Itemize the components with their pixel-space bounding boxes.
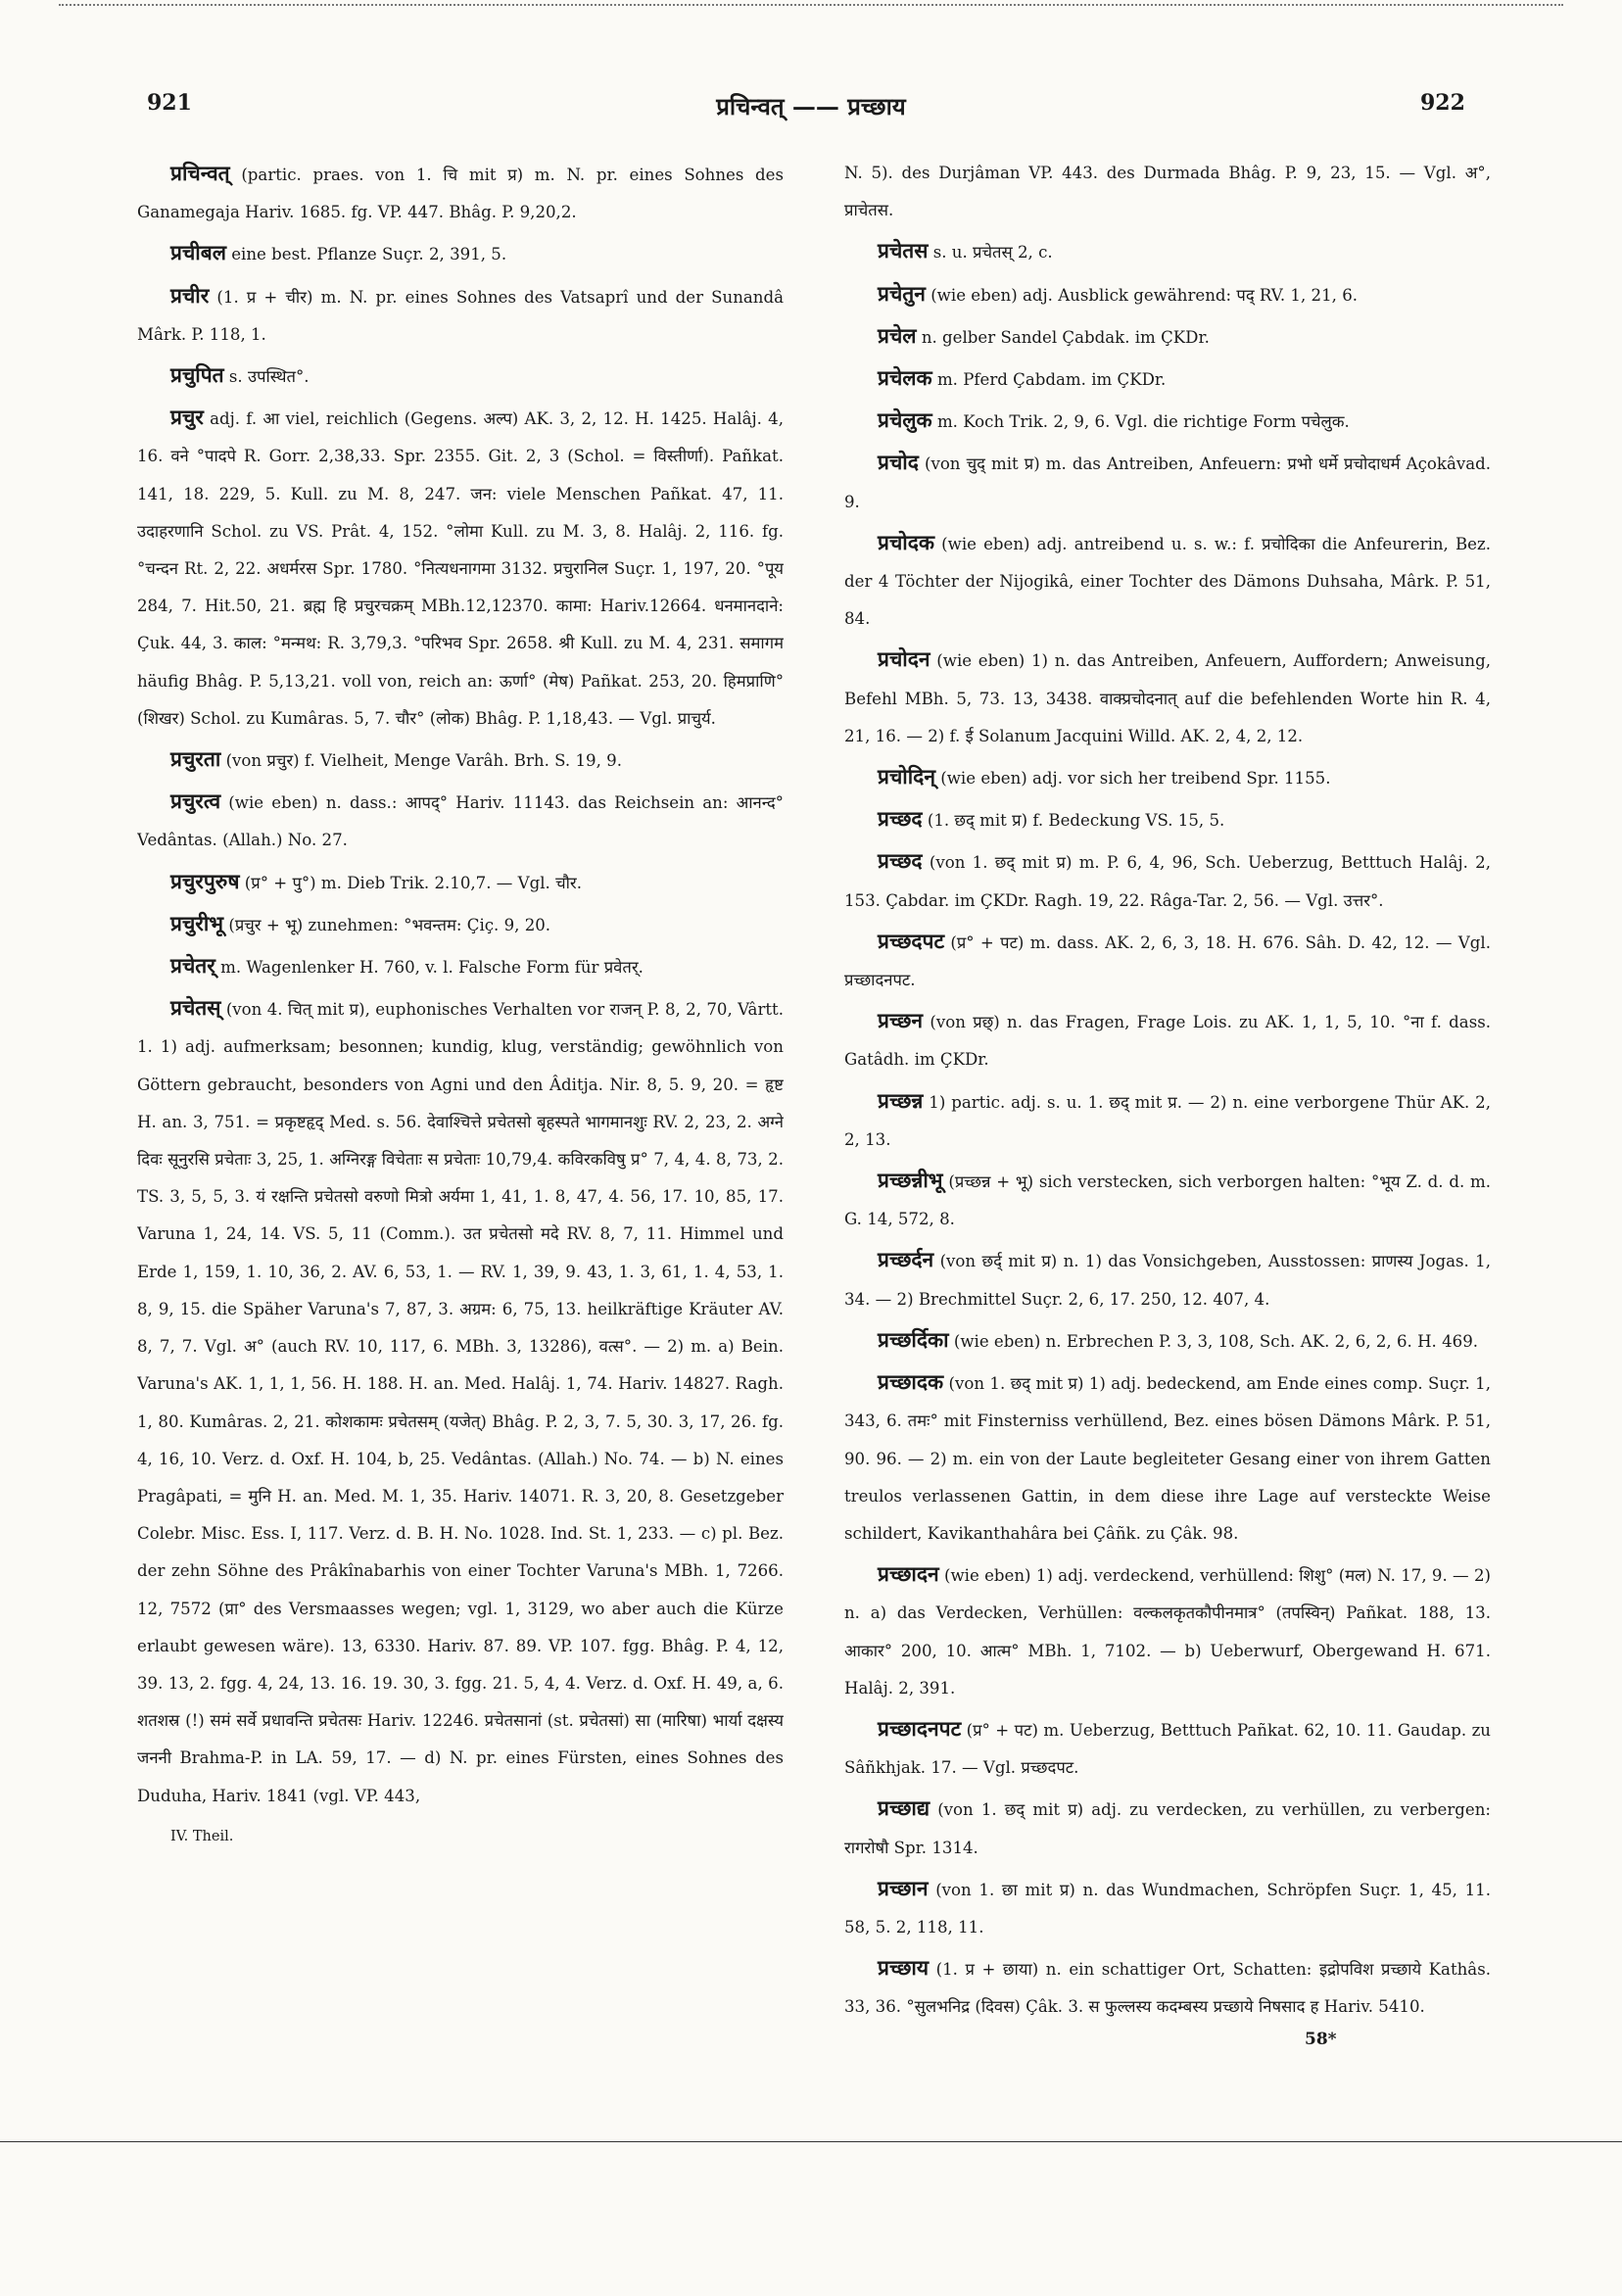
entry-headword: प्रचुरता <box>170 746 221 772</box>
page-number-left: 921 <box>147 90 192 116</box>
entry-headword: प्रच्छद <box>878 848 923 874</box>
entry-body: (प्र° + पट) m. Ueberzug, Betttuch Pañkat. 62, 10. 11. Gaudap. zu Sâñkhjak. 17. — Vgl. प्रच्छदपट. <box>844 1720 1491 1778</box>
entry-body: m. Pferd Çabdam. im ÇKDr. <box>936 370 1167 390</box>
entry-headword: प्रच्छादनपट <box>878 1715 962 1741</box>
dictionary-entry <box>844 359 1491 399</box>
dictionary-entry <box>137 357 784 396</box>
entry-headword: प्रचेतुन <box>878 280 926 306</box>
entry-body: s. u. प्रचेतस् 2, c. <box>932 243 1053 263</box>
entry-headword: प्रचेतर् <box>170 953 215 979</box>
dictionary-entry <box>844 524 1491 639</box>
entry-headword: प्रचोदिन् <box>878 764 935 789</box>
entry-body: adj. f. आ viel, reichlich (Gegens. अल्प) AK. 3, 2, 12. H. 1425. Halâj. 4, 16. वने °पादपे R. Gorr. 2,38,33. Spr. 2355. Git. 2, 3 (Schol. = विस्तीर्णा). Pañkat. 141, 18. 229, 5. Kull. zu M. 8, 247. जन: viele Menschen Pañkat. 47, 11. उदाहरणानि Schol. zu VS. Prât. 4, 152. °लोमा Kull. zu M. 3, 8. Halâj. 2, 116. fg. °चन्दन Rt. 2, 22. अधर्मरस Spr. 1780. °नित्यधनागमा 3132. प्रचुरानिल Suçr. 1, 197, 20. °पूय 284, 7. Hit.50, 21. ब्रह्म हि प्रचुरचक्रम् MBh.12,12370. कामा: Hariv.12664. धनमानदाने: Çuk. 44, 3. काल: °मन्मथ: R. 3,79,3. °परिभव Spr. 2658. श्री Kull. zu M. 4, 231. समागम häufig Bhâg. P. 5,13,21. voll von, reich an: ऊर्णा° (मेष) Pañkat. 253, 20. हिमप्राणि° (शिखर) Schol. zu Kumâras. 5, 7. चौर° (लोक) Bhâg. P. 1,18,43. — Vgl. प्राचुर्य. <box>137 409 784 728</box>
top-edge-artifact <box>59 4 1563 12</box>
entry-body: (प्र° + पट) m. dass. AK. 2, 6, 3, 18. H. 676. Sâh. D. 42, 12. — Vgl. प्रच्छादनपट. <box>844 933 1491 990</box>
dictionary-entry <box>844 1555 1491 1707</box>
entry-headword: प्रचोद <box>878 450 919 475</box>
entry-body: (1. छद् mit प्र) f. Bedeckung VS. 15, 5. <box>927 811 1225 831</box>
dictionary-entry <box>844 402 1491 441</box>
entry-body: (von 1. छद् mit प्र) m. P. 6, 4, 96, Sch. Ueberzug, Betttuch Halâj. 2, 153. Çabdar. im ÇKDr. Ragh. 19, 22. Râga-Tar. 2, 56. — Vgl. उत्तर°. <box>844 853 1491 910</box>
entry-body: (प्र° + पु°) m. Dieb Trik. 2.10,7. — Vgl. चौर. <box>244 873 582 892</box>
dictionary-entry <box>137 947 784 986</box>
dictionary-entry <box>844 641 1491 755</box>
dictionary-entry <box>844 1870 1491 1946</box>
entry-headword: प्रचिन्वत् <box>170 161 230 185</box>
dictionary-entry <box>844 1162 1491 1238</box>
entry-headword: प्रचुपित <box>170 362 224 388</box>
dictionary-entry <box>844 758 1491 797</box>
dictionary-entry <box>844 317 1491 357</box>
volume-note: IV. Theil. <box>170 1828 234 1844</box>
entry-headword: प्रचुरीभू <box>170 910 224 935</box>
dictionary-entry <box>844 1949 1491 2026</box>
entry-headword: प्रचोदन <box>878 646 930 672</box>
running-head: प्रचिन्वत् —— प्रच्छाय <box>716 92 906 120</box>
dictionary-entry <box>137 783 784 859</box>
entry-headword: प्रचोदक <box>878 529 935 554</box>
dictionary-entry <box>844 232 1491 271</box>
entry-body: (von 1. छा mit प्र) n. das Wundmachen, Schröpfen Suçr. 1, 45, 11. 58, 5. 2, 118, 11. <box>844 1880 1491 1937</box>
entry-body: s. उपस्थित°. <box>228 367 310 387</box>
entry-body: (wie eben) adj. vor sich her treibend Spr. 1155. <box>940 769 1331 789</box>
entry-body: (von 4. चित् mit प्र), euphonisches Verhalten vor राजन् P. 8, 2, 70, Vârtt. 1. 1) adj. aufmerksam; besonnen; kundig, klug, verständig; gewöhnlich von Göttern gebraucht, besonders von Agni und den Âditja. Nir. 8, 5. 9, 20. = हृष्ट H. an. 3, 751. = प्रकृष्टहृद् Med. s. 56. देवाश्चित्ते प्रचेतसो बृहस्पते भागमानशुः RV. 2, 23, 2. अग्ने दिवः सूनुरसि प्रचेताः 3, 25, 1. अग्निरङ्ग विचेताः स प्रचेताः 10,79,4. कविरकविषु प्र° 7, 4, 4. 8, 73, 2. TS. 3, 5, 5, 3. यं रक्षन्ति प्रचेतसो वरुणो मित्रो अर्यमा 1, 41, 1. 8, 47, 4. 56, 17. 10, 85, 17. Varuna 1, 24, 14. VS. 5, 11 (Comm.). उत प्रचेतसो मदे RV. 8, 7, 11. Himmel und Erde 1, 159, 1. 10, 36, 2. AV. 6, 53, 1. — RV. 1, 39, 9. 43, 1. 3, 61, 1. 4, 53, 1. 8, 9, 15. die Späher Varuna's 7, 87, 3. अग्रम: 6, 75, 13. heilkräftige Kräuter AV. 8, 7, 7. Vgl. अ° (auch RV. 10, 117, 6. MBh. 3, 13286), वत्स°. — 2) m. a) Bein. Varuna's AK. 1, 1, 1, 56. H. 188. H. an. Med. Halâj. 1, 74. Hariv. 14827. Ragh. 1, 80. Kumâras. 2, 21. कोशकामः प्रचेतसम् (यजेत्) Bhâg. P. 2, 3, 7. 5, 30. 3, 17, 26. fg. 4, 16, 10. Verz. d. Oxf. H. 104, b, 25. Vedântas. (Allah.) No. 74. — b) N. eines Pragâpati, = मुनि H. an. Med. M. 1, 35. Hariv. 14071. R. 3, 20, 8. Gesetzgeber Colebr. Misc. Ess. I, 117. Verz. d. B. H. No. 1028. Ind. St. 1, 233. — c) pl. Bez. der zehn Söhne des Prâkînabarhis von einer Tochter Varuna's MBh. 1, 7266. 12, 7572 (प्रा° des Versmaasses wegen; vgl. 1, 3129, wo aber auch die Kürze erlaubt gewesen wäre). 13, 6330. Hariv. 87. 89. VP. 107. fgg. Bhâg. P. 4, 12, 39. 13, 2. fgg. 4, 24, 13. 16. 19. 30, 3. fgg. 21. 5, 4, 4. Verz. d. Oxf. H. 49, a, 6. शतशस्र (!) समं सर्वे प्रधावन्ति प्रचेतसः Hariv. 12246. प्रचेतसानां (st. प्रचेतसां) सा (मारिषा) भार्या दक्षस्य जननी Brahma-P. in LA. 59, 17. — d) N. pr. eines Fürsten, eines Sohnes des Duduha, Hariv. 1841 (vgl. VP. 443, <box>137 1000 784 1805</box>
entry-headword: प्रच्छद <box>878 806 923 832</box>
entry-body: m. Koch Trik. 2, 9, 6. Vgl. die richtige Form पचेलुक. <box>936 412 1350 432</box>
dictionary-entry <box>137 989 784 1814</box>
entry-body: (von प्रछ्) n. das Fragen, Frage Lois. zu AK. 1, 1, 5, 10. °ना f. dass. Gatâdh. im ÇKDr. <box>844 1013 1491 1070</box>
entry-headword: प्रचेलुक <box>878 407 932 433</box>
entry-body: (von छर्द् mit प्र) n. 1) das Vonsichgeben, Ausstossen: प्राणस्य Jogas. 1, 34. — 2) Brechmittel Suçr. 2, 6, 17. 250, 12. 407, 4. <box>844 1252 1491 1309</box>
entry-body: n. gelber Sandel Çabdak. im ÇKDr. <box>921 327 1210 347</box>
entry-body: (wie eben) n. Erbrechen P. 3, 3, 108, Sch. AK. 2, 6, 2, 6. H. 469. <box>953 1331 1479 1351</box>
entry-body: (प्रच्छन्न + भू) sich verstecken, sich verborgen halten: °भूय Z. d. d. m. G. 14, 572, 8. <box>844 1172 1491 1229</box>
entry-headword: प्रच्छन <box>878 1008 924 1033</box>
dictionary-entry <box>137 905 784 944</box>
dictionary-entry <box>137 234 784 273</box>
entry-body: (प्रचुर + भू) zunehmen: °भवन्तम: Çiç. 9, 20. <box>228 915 551 934</box>
dictionary-entry <box>844 1710 1491 1787</box>
entry-body: (wie eben) 1) adj. verdeckend, verhüllend: शिशु° (मल) N. 17, 9. — 2) n. a) das Verdecken, Verhüllen: वल्कलकृतकौपीनमात्र° (तपस्विन्) Pañkat. 188, 13. आकार° 200, 10. आत्म° MBh. 1, 7102. — b) Ueberwurf, Obergewand H. 671. Halâj. 2, 391. <box>844 1566 1491 1698</box>
entry-headword: प्रचेतस् <box>170 995 221 1021</box>
entry-body: (1. प्र + चीर) m. N. pr. eines Sohnes des Vatsaprî und der Sunandâ Mârk. P. 118, 1. <box>137 287 784 344</box>
dictionary-entry <box>137 155 784 231</box>
entry-body: eine best. Pflanze Suçr. 2, 391, 5. <box>231 245 507 264</box>
entry-headword: प्रच्छादक <box>878 1369 944 1395</box>
entry-body: (von प्रचुर) f. Vielheit, Menge Varâh. Brh. S. 19, 9. <box>225 751 622 771</box>
entry-headword: प्रच्छान <box>878 1875 929 1900</box>
entry-body: 1) partic. adj. s. u. 1. छद् mit प्र. — 2) n. eine verborgene Thür AK. 2, 2, 13. <box>844 1092 1491 1149</box>
dictionary-entry <box>844 800 1491 839</box>
dictionary-entry <box>844 1790 1491 1866</box>
right-column <box>844 155 1491 2035</box>
entry-body: (von 1. छद् mit प्र) 1) adj. bedeckend, am Ende eines comp. Suçr. 1, 343, 6. तमः° mit Finsterniss verhüllend, Bez. eines bösen Dämons Mârk. P. 51, 90. 96. — 2) m. ein von der Laute begleiteter Gesang einer von ihrem Gatten treulos verlassenen Gattin, in dem diese ihre Lage auf versteckte Weise schildert, Kavikanthahâra bei Çâñk. zu Çâk. 98. <box>844 1374 1491 1543</box>
dictionary-entry <box>844 1082 1491 1159</box>
dictionary-entry <box>844 1241 1491 1317</box>
entry-headword: प्रचुरपुरुष <box>170 868 240 893</box>
entry-body: m. Wagenlenker H. 760, v. l. Falsche Form für प्रवेतर्. <box>220 958 644 978</box>
entry-headword: प्रचेलक <box>878 365 932 391</box>
dictionary-entry <box>844 842 1491 919</box>
entry-body: N. 5). des Durjâman VP. 443. des Durmada Bhâg. P. 9, 23, 15. — Vgl. अ°, प्राचेतस. <box>844 164 1491 220</box>
dictionary-entry <box>137 741 784 780</box>
entry-headword: प्रच्छन्नीभू <box>878 1168 943 1193</box>
dictionary-entry <box>844 1363 1491 1553</box>
dictionary-entry <box>844 923 1491 999</box>
dictionary-entry <box>137 277 784 354</box>
page-number-right: 922 <box>1420 90 1465 116</box>
entry-body: (wie eben) n. dass.: आपद्° Hariv. 11143. das Reichsein an: आनन्द° Vedântas. (Allah.) No. 27. <box>137 793 784 850</box>
entry-headword: प्रच्छदपट <box>878 928 945 953</box>
entry-headword: प्रचुरत्व <box>170 789 221 814</box>
entry-headword: प्रचीर <box>170 282 210 308</box>
entry-body: (1. प्र + छाया) n. ein schattiger Ort, Schatten: इद्रोपविश प्रच्छाये Kathâs. 33, 36. °सुलभनिद्र (दिवस) Çâk. 3. स फुल्लस्य कदम्बस्य प्रच्छाये निषसाद ह Hariv. 5410. <box>844 1960 1491 2017</box>
entry-headword: प्रच्छन्न <box>878 1087 924 1113</box>
entry-headword: प्रचेल <box>878 322 917 348</box>
entry-headword: प्रच्छर्दन <box>878 1247 934 1272</box>
signature-mark: 58* <box>1305 2030 1337 2049</box>
entry-body: (wie eben) adj. Ausblick gewährend: पद् RV. 1, 21, 6. <box>930 285 1359 305</box>
dictionary-entry <box>844 275 1491 314</box>
entry-headword: प्रच्छादन <box>878 1561 939 1587</box>
entry-body: (wie eben) 1) n. das Antreiben, Anfeuern, Auffordern; Anweisung, Befehl MBh. 5, 73. 13, 3438. वाक्प्रचोदनात् auf die befehlenden Worte hin R. 4, 21, 16. — 2) f. ई Solanum Jacquini Willd. AK. 2, 4, 2, 12. <box>844 651 1491 745</box>
entry-headword: प्रचेतस <box>878 238 929 263</box>
entry-body: (wie eben) adj. antreibend u. s. w.: f. प्रचोदिका die Anfeurerin, Bez. der 4 Töchter der Nijogikâ, einer Tochter des Dämons Duhsaha, Mârk. P. 51, 84. <box>844 534 1491 629</box>
dictionary-entry <box>137 863 784 902</box>
dictionary-entry <box>844 1002 1491 1078</box>
bottom-rule <box>0 2141 1622 2142</box>
left-column <box>137 155 784 2035</box>
entry-headword: प्रच्छाय <box>878 1955 930 1981</box>
dictionary-entry <box>844 444 1491 520</box>
entry-headword: प्रचीबल <box>170 240 226 265</box>
entry-headword: प्रच्छाद्य <box>878 1795 930 1821</box>
entry-headword: प्रच्छर्दिका <box>878 1326 949 1352</box>
entry-body: (von 1. छद् mit प्र) adj. zu verdecken, zu verhüllen, zu verbergen: रागरोषौ Spr. 1314. <box>844 1800 1491 1857</box>
dictionary-entry <box>844 1321 1491 1361</box>
entry-body: (von चुद् mit प्र) m. das Antreiben, Anfeuern: प्रभो धर्मे प्रचोदाधर्म Açokâvad. 9. <box>844 454 1491 511</box>
entry-body: (partic. praes. von 1. चि mit प्र) m. N. pr. eines Sohnes des Ganamegaja Hariv. 1685. fg. VP. 447. Bhâg. P. 9,20,2. <box>137 166 784 222</box>
dictionary-entry <box>844 155 1491 229</box>
dictionary-entry <box>137 399 784 738</box>
entry-headword: प्रचुर <box>170 405 204 430</box>
